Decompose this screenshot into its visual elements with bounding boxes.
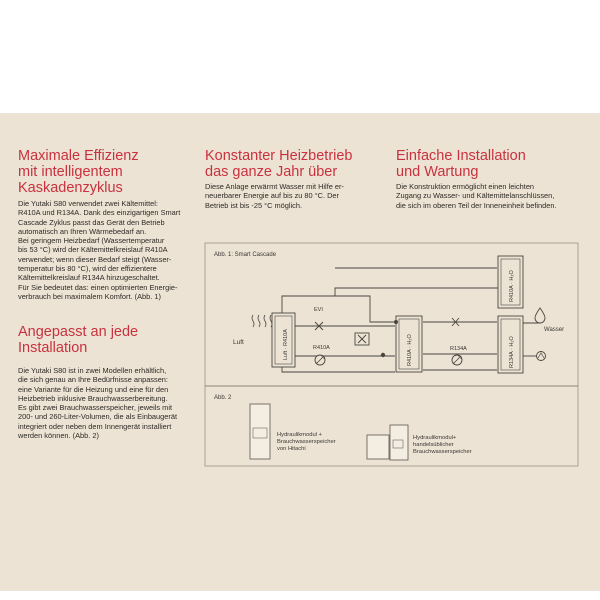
figure1-caption: Abb. 1: Smart Cascade <box>214 252 277 258</box>
compressor-r134a-icon <box>452 355 462 365</box>
junction-icon <box>394 320 398 324</box>
text-line: integriert oder neben dem Innengerät installiert <box>18 421 172 431</box>
text-line: R410A und R134A. Dank des einzigartigen Smart <box>18 208 181 218</box>
text-line: Heizbetrieb inklusive Brauchwasserbereitung. <box>18 393 168 403</box>
text-line: werden können. (Abb. 2) <box>18 431 99 441</box>
pump-icon <box>537 352 546 361</box>
heading-line: Installation <box>18 340 88 356</box>
text-line: neuerbarer Energie auf bis zu 80 °C. Der <box>205 191 340 201</box>
text-line: Die Yutaki S80 ist in zwei Modellen erhältlich, <box>18 366 167 375</box>
text-line: Die Konstruktion ermöglicht einen leichten <box>396 182 535 191</box>
text-line: Kältemittelkreislauf R134A hinzugeschaltet. <box>18 273 160 283</box>
sensor-icon <box>381 353 385 357</box>
heading-line: Angepasst an jede <box>18 324 139 340</box>
text-line: Die Yutaki S80 verwendet zwei Kältemittel: <box>18 199 158 208</box>
text-line: bis 53 °C) wird der Kältemittelkreislauf R410A <box>18 245 168 255</box>
label-line: handelsüblicher <box>413 442 454 448</box>
text-line: Bei geringem Heizbedarf (Wassertemperatur <box>18 236 165 246</box>
heading-line: Konstanter Heizbetrieb <box>205 148 353 164</box>
airflow-arrows-icon <box>252 315 272 327</box>
heading-line: Kaskadenzyklus <box>18 180 123 196</box>
exchanger-label: R134A · H₂O <box>509 336 515 368</box>
figure2-caption: Abb. 2 <box>214 395 232 401</box>
standard-tank-label <box>413 435 472 455</box>
heading-line: Einfache Installation <box>396 148 526 164</box>
text-line: Cascade Zyklus passt das Gerät den Betrieb <box>18 217 165 227</box>
text-line: verbrauch bei maximalem Komfort. (Abb. 1) <box>18 291 161 301</box>
hitachi-unit-label <box>277 432 337 452</box>
text-line: Es gibt zwei Brauchwasserspeicher, jeweils mit <box>18 403 173 413</box>
text-line: automatisch an Ihren Wärmebedarf an. <box>18 226 147 236</box>
text-line: Diese Anlage erwärmt Wasser mit Hilfe er- <box>205 182 344 191</box>
label-line: Hydraulikmodul + <box>277 432 322 438</box>
exchanger-label: R410A · H₂O <box>407 334 413 366</box>
water-drop-icon <box>535 308 545 323</box>
text-line: die sich im oberen Teil der Inneneinheit befinden. <box>396 200 557 210</box>
text-line: Für Sie bedeutet das: einen optimierten Energie- <box>18 282 178 292</box>
text-line: eine Variante für die Heizung und eine für den <box>18 384 169 394</box>
air-label: Luft <box>233 339 244 346</box>
heading-line: und Wartung <box>396 164 479 180</box>
label-line: Hydraulikmodul+ <box>413 435 457 441</box>
text-line: Zugang zu Wasser- und Kältemittelanschlüssen, <box>396 191 555 201</box>
heading-line: mit intelligentem <box>18 164 123 180</box>
four-way-valve-icon <box>355 333 369 345</box>
exchanger-label: Luft · R410A <box>283 329 289 360</box>
label-line: Brauchwasserspeicher <box>277 439 336 445</box>
text-line: verwendet; wenn dieser Bedarf steigt (Wasser- <box>18 254 172 264</box>
heading-line: das ganze Jahr über <box>205 164 338 180</box>
separate-tank-unit-icon <box>367 425 408 460</box>
text-line: temperatur bis 80 °C), wird der effizientere <box>18 264 157 274</box>
label-line: Brauchwasserspeicher <box>413 449 472 455</box>
label-line: von Hitachi <box>277 446 306 452</box>
text-line: Betrieb ist bis -25 °C möglich. <box>205 200 303 210</box>
integrated-hydraulic-unit-icon <box>250 404 270 459</box>
water-label: Wasser <box>544 327 565 333</box>
text-line: die sich genau an Ihre Bedürfnisse anpassen: <box>18 375 168 385</box>
text-line: 200- und 260-Liter-Volumen, die als Einbaugerät <box>18 412 178 422</box>
r134a-label: R134A <box>450 346 467 352</box>
exchanger-label: R410A · H₂O <box>509 270 515 302</box>
evi-label: EVI <box>314 307 323 313</box>
compressor-r410a-icon <box>315 355 325 365</box>
heading-line: Maximale Effizienz <box>18 148 139 164</box>
r410a-label: R410A <box>313 345 330 351</box>
